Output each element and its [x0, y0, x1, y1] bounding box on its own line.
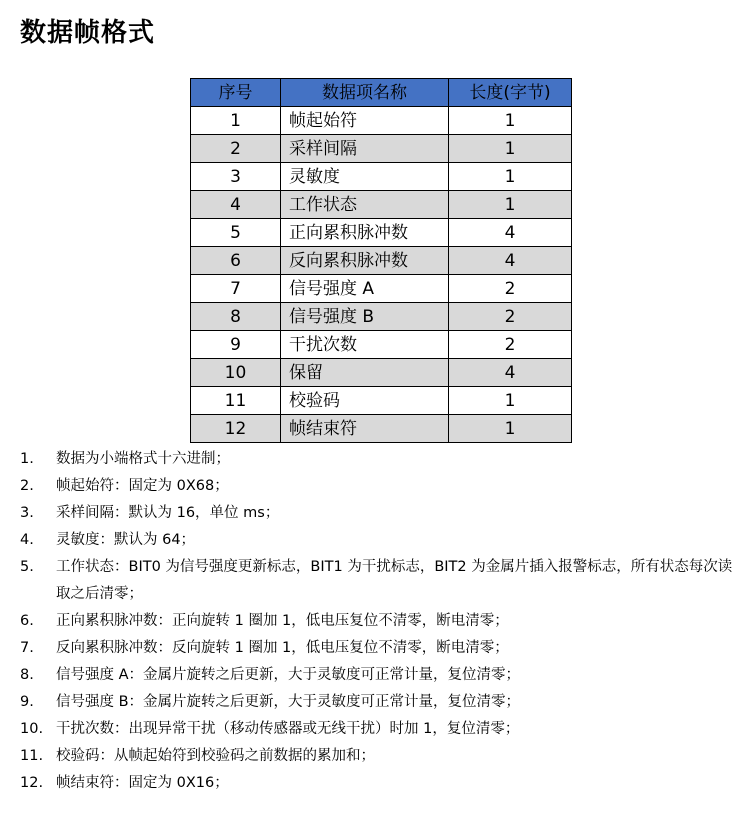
list-item	[0, 662, 753, 689]
cell-length: 4	[449, 219, 572, 247]
list-item-number: 7.	[20, 640, 34, 656]
list-item-text: 校验码：从帧起始符到校验码之前数据的累加和；	[56, 748, 375, 764]
list-item	[0, 743, 753, 770]
cell-length: 1	[449, 415, 572, 443]
list-item-number: 1.	[20, 451, 34, 467]
cell-seq: 7	[191, 275, 281, 303]
table-header-row	[191, 79, 572, 107]
cell-length: 1	[449, 191, 572, 219]
notes-list	[0, 446, 753, 797]
table-row	[191, 303, 572, 331]
list-item-number: 12.	[20, 775, 44, 791]
cell-length: 1	[449, 387, 572, 415]
cell-seq: 3	[191, 163, 281, 191]
table-row	[191, 191, 572, 219]
list-item-text: 信号强度 A：金属片旋转之后更新，大于灵敏度可正常计量，复位清零；	[56, 667, 521, 683]
cell-seq: 12	[191, 415, 281, 443]
list-item-number: 11.	[20, 748, 44, 764]
cell-seq: 11	[191, 387, 281, 415]
cell-name: 干扰次数	[281, 331, 449, 359]
cell-seq: 10	[191, 359, 281, 387]
cell-length: 2	[449, 275, 572, 303]
cell-length: 2	[449, 331, 572, 359]
page-title: 数据帧格式	[20, 18, 156, 48]
list-item-text: 工作状态：BIT0 为信号强度更新标志，BIT1 为干扰标志，BIT2 为金属片插入报警标志，所有状态每次读取之后清零；	[56, 559, 733, 602]
table-row	[191, 359, 572, 387]
list-item	[0, 527, 753, 554]
cell-name: 帧结束符	[281, 415, 449, 443]
list-item-number: 6.	[20, 613, 34, 629]
list-item-text: 干扰次数：出现异常干扰（移动传感器或无线干扰）时加 1，复位清零；	[56, 721, 520, 737]
list-item	[0, 635, 753, 662]
cell-seq: 5	[191, 219, 281, 247]
list-item-number: 2.	[20, 478, 34, 494]
list-item	[0, 554, 753, 608]
list-item-text: 数据为小端格式十六进制；	[56, 451, 230, 467]
list-item-number: 9.	[20, 694, 34, 710]
table-row	[191, 247, 572, 275]
table-row	[191, 415, 572, 443]
list-item-text: 灵敏度：默认为 64；	[56, 532, 196, 548]
list-item-text: 采样间隔：默认为 16，单位 ms；	[56, 505, 280, 521]
table-row	[191, 107, 572, 135]
cell-name: 正向累积脉冲数	[281, 219, 449, 247]
cell-length: 1	[449, 135, 572, 163]
cell-seq: 8	[191, 303, 281, 331]
table-row	[191, 163, 572, 191]
table-row	[191, 135, 572, 163]
list-item	[0, 689, 753, 716]
table-body	[191, 107, 572, 443]
list-item	[0, 500, 753, 527]
cell-seq: 9	[191, 331, 281, 359]
cell-name: 信号强度 B	[281, 303, 449, 331]
cell-length: 4	[449, 359, 572, 387]
list-item-text: 正向累积脉冲数：正向旋转 1 圈加 1，低电压复位不清零，断电清零；	[56, 613, 509, 629]
cell-length: 2	[449, 303, 572, 331]
cell-seq: 2	[191, 135, 281, 163]
table-row	[191, 219, 572, 247]
cell-name: 信号强度 A	[281, 275, 449, 303]
cell-length: 1	[449, 163, 572, 191]
cell-length: 4	[449, 247, 572, 275]
cell-name: 保留	[281, 359, 449, 387]
list-item	[0, 716, 753, 743]
cell-name: 校验码	[281, 387, 449, 415]
cell-name: 帧起始符	[281, 107, 449, 135]
cell-seq: 4	[191, 191, 281, 219]
list-item-text: 帧结束符：固定为 0X16；	[56, 775, 229, 791]
cell-name: 灵敏度	[281, 163, 449, 191]
list-item-number: 3.	[20, 505, 34, 521]
header-seq: 序号	[191, 79, 281, 107]
data-frame-table	[190, 78, 572, 443]
list-item	[0, 473, 753, 500]
list-item	[0, 608, 753, 635]
list-item-number: 4.	[20, 532, 34, 548]
list-item-number: 5.	[20, 559, 34, 575]
cell-seq: 1	[191, 107, 281, 135]
table-row	[191, 387, 572, 415]
cell-length: 1	[449, 107, 572, 135]
header-length: 长度(字节)	[449, 79, 572, 107]
cell-name: 反向累积脉冲数	[281, 247, 449, 275]
list-item-text: 信号强度 B：金属片旋转之后更新，大于灵敏度可正常计量，复位清零；	[56, 694, 521, 710]
list-item-number: 10.	[20, 721, 44, 737]
table-row	[191, 275, 572, 303]
list-item	[0, 770, 753, 797]
cell-name: 工作状态	[281, 191, 449, 219]
cell-seq: 6	[191, 247, 281, 275]
table-row	[191, 331, 572, 359]
header-name: 数据项名称	[281, 79, 449, 107]
list-item-text: 帧起始符：固定为 0X68；	[56, 478, 229, 494]
list-item-text: 反向累积脉冲数：反向旋转 1 圈加 1，低电压复位不清零，断电清零；	[56, 640, 509, 656]
list-item	[0, 446, 753, 473]
list-item-number: 8.	[20, 667, 34, 683]
cell-name: 采样间隔	[281, 135, 449, 163]
